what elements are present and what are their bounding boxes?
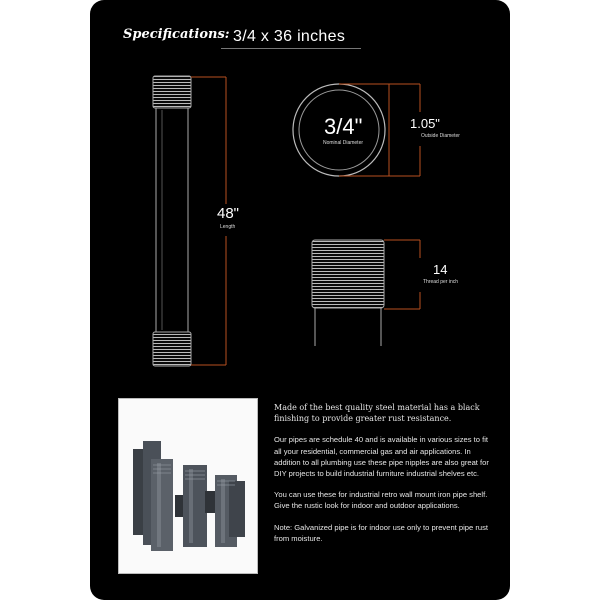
product-photo <box>118 398 258 574</box>
description-paragraph: Note: Galvanized pipe is for indoor use only to prevent pipe rust from moisture. <box>274 522 489 543</box>
description-paragraph: Made of the best quality steel material has a black finishing to provide greater rust resistance. <box>274 403 480 424</box>
thread-label: Thread per inch <box>423 279 459 285</box>
nominal-value: 3/4" <box>324 114 363 139</box>
spec-card <box>90 0 510 600</box>
thread-detail-drawing <box>312 240 420 346</box>
pipe-nipples-image <box>119 399 257 573</box>
spec-size: 3/4 x 36 inches <box>233 28 346 45</box>
description-paragraph: You can use these for industrial retro wall mount iron pipe shelf. Give the rustic look for indoor and outdoor applications. <box>274 490 488 511</box>
length-value: 48" <box>217 205 240 222</box>
description-paragraph: Our pipes are schedule 40 and is available in various sizes to fit all your residential, commercial gas and air applications. In addition to all plumbing use these pipe nipples are also great for DIY projects to build industrial furniture industrial shelves etc. <box>274 435 489 479</box>
thread-value: 14 <box>433 262 448 277</box>
length-label: Length <box>220 224 236 230</box>
outside-label: Outside Diameter <box>421 133 460 139</box>
long-pipe-drawing <box>153 76 191 366</box>
outside-value: 1.05" <box>410 116 440 131</box>
product-description <box>274 402 492 554</box>
nominal-label: Nominal Diameter <box>323 140 364 146</box>
spec-heading: Specifications: <box>123 27 230 42</box>
